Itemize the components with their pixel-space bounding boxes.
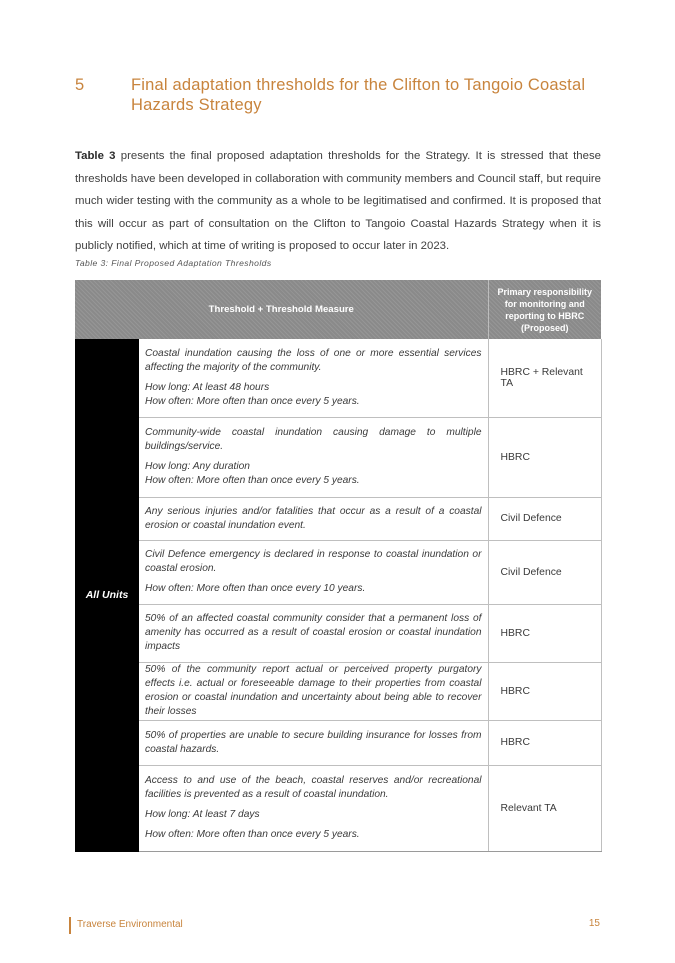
responsibility-cell: HBRC	[488, 417, 601, 497]
threshold-description	[139, 339, 488, 417]
responsibility-cell: HBRC + Relevant TA	[488, 339, 601, 417]
threshold-line: How often: More often than once every 5 years.	[145, 829, 360, 840]
threshold-line: Any serious injuries and/or fatalities that occur as a result of a coastal erosion or coastal inundation event.	[145, 505, 482, 531]
responsibility-cell: HBRC	[488, 604, 601, 662]
table-row	[75, 497, 601, 540]
threshold-line: Access to and use of the beach, coastal reserves and/or recreational facilities is prevented as a result of coastal inundation.	[145, 775, 482, 800]
section-title: Final adaptation thresholds for the Clifton to Tangoio Coastal Hazards Strategy	[131, 76, 586, 114]
responsibility-cell: Civil Defence	[488, 540, 601, 604]
threshold-description	[139, 720, 488, 765]
header-threshold: Threshold + Threshold Measure	[75, 280, 488, 339]
threshold-line: 50% of the community report actual or perceived property purgatory effects i.e. actual or foreseeable damage to their properties from coastal erosion or coastal inundation and uncertainty about being able to recover their losses	[145, 664, 482, 717]
table-reference: Table 3	[75, 150, 116, 163]
threshold-line: How often: More often than once every 10 years.	[145, 583, 366, 594]
footer-accent-bar	[69, 917, 71, 934]
threshold-description	[139, 540, 488, 604]
threshold-description	[139, 765, 488, 851]
table-header-row	[75, 280, 601, 339]
threshold-line: How long: At least 7 days	[145, 809, 260, 820]
responsibility-cell: Relevant TA	[488, 765, 601, 851]
responsibility-cell: HBRC	[488, 662, 601, 720]
page-number: 15	[588, 918, 600, 929]
threshold-line: Community-wide coastal inundation causing damage to multiple buildings/service.	[145, 427, 482, 452]
threshold-description	[139, 497, 488, 540]
thresholds-table	[75, 280, 602, 852]
threshold-description	[139, 417, 488, 497]
table-row	[75, 720, 601, 765]
threshold-description	[139, 662, 488, 720]
table-row	[75, 339, 601, 417]
responsibility-cell: HBRC	[488, 720, 601, 765]
intro-text: presents the final proposed adaptation thresholds for the Strategy. It is stressed that these thresholds have been developed in collaboration with community members and Council staff, but require much wider testing with the community as a whole to be legitimatised and confirmed. It is proposed that this will occur as part of consultation on the Clifton to Tangoio Coastal Hazards Strategy when it is publicly notified, which at time of writing is proposed to occur later in 2023.	[75, 150, 601, 253]
threshold-line: How long: Any duration How often: More often than once every 5 years.	[145, 461, 360, 486]
header-responsibility: Primary responsibility for monitoring and reporting to HBRC (Proposed)	[488, 280, 601, 339]
section-number: 5	[75, 76, 85, 94]
table-row	[75, 417, 601, 497]
table-row	[75, 662, 601, 720]
table-row	[75, 540, 601, 604]
threshold-line: How long: At least 48 hours How often: More often than once every 5 years.	[145, 381, 360, 407]
threshold-description	[139, 604, 488, 662]
threshold-line: 50% of an affected coastal community consider that a permanent loss of amenity has occurred as a result of coastal erosion or coastal inundation impacts	[145, 613, 482, 652]
footer-org: Traverse Environmental	[77, 919, 183, 930]
intro-paragraph	[75, 145, 601, 257]
table-row	[75, 604, 601, 662]
table-caption: Table 3: Final Proposed Adaptation Thresholds	[75, 258, 272, 268]
table-row	[75, 765, 601, 851]
group-label: All Units	[75, 339, 139, 851]
responsibility-cell: Civil Defence	[488, 497, 601, 540]
threshold-line: 50% of properties are unable to secure building insurance for losses from coastal hazards.	[145, 729, 482, 755]
threshold-line: Coastal inundation causing the loss of one or more essential services affecting the majority of the community.	[145, 347, 482, 373]
threshold-line: Civil Defence emergency is declared in response to coastal inundation or coastal erosion.	[145, 549, 482, 574]
